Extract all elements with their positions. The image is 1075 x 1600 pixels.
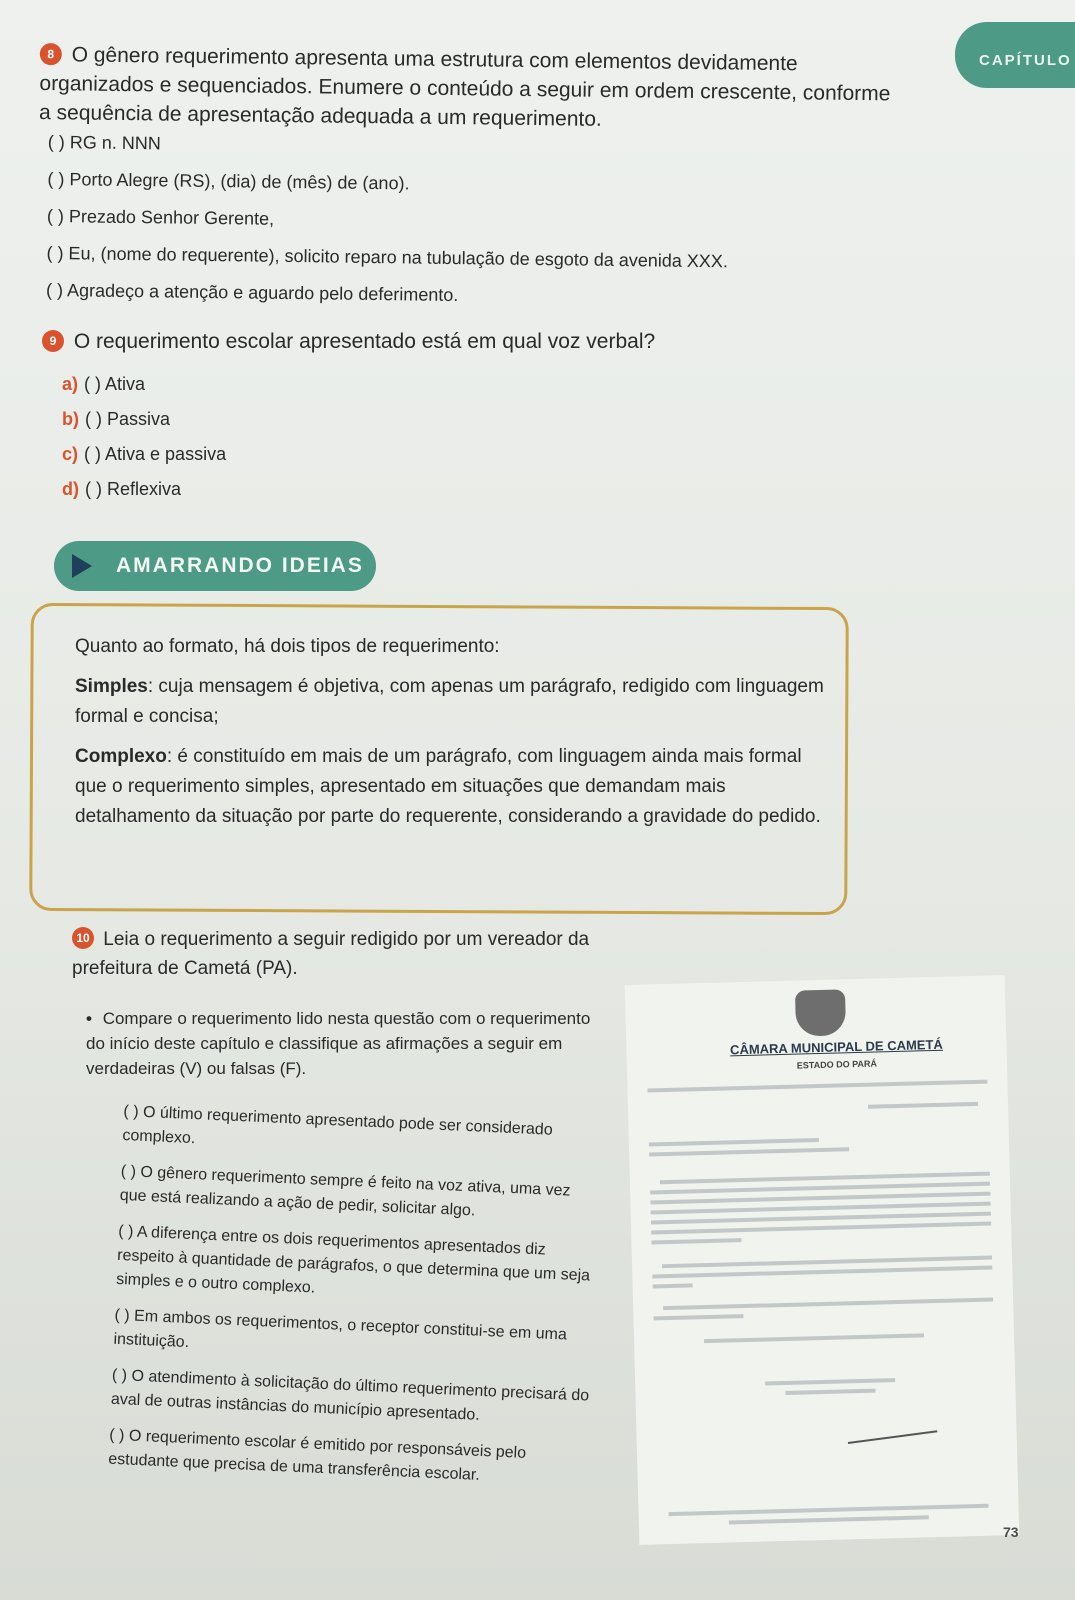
true-false-item[interactable]: ( ) O último requerimento apresentado pode ser considerado complexo.	[122, 1102, 554, 1148]
play-arrow-icon	[72, 554, 92, 578]
instruction-text: Compare o requerimento lido nesta questão com o requerimento do início deste capítulo e classifique as afirmações a seguir em verdadeiras (V) ou falsas (F).	[86, 1009, 591, 1078]
option-letter: c)	[62, 444, 79, 464]
requerimento-document-image	[625, 975, 1020, 1545]
question-10-text: Leia o requerimento a seguir redigido por um vereador da prefeitura de Cametá (PA).	[72, 929, 590, 979]
document-title: CÂMARA MUNICIPAL DE CAMETÁ	[729, 1036, 943, 1058]
enumerate-item[interactable]: ( ) Agradeço a atenção e aguardo pelo deferimento.	[45, 279, 459, 306]
bullet-icon: •	[86, 1009, 92, 1028]
amarrando-ideias-banner	[54, 541, 376, 591]
question-10-items	[107, 1100, 603, 1505]
term-simples: Simples	[75, 676, 148, 697]
option-label: ( ) Reflexiva	[85, 479, 182, 499]
option-b[interactable]	[62, 409, 226, 444]
true-false-item[interactable]: ( ) A diferença entre os dois requerimentos apresentados diz respeito à quantidade de parágrafos, o que determina que um seja simples e o outro complexo.	[115, 1222, 591, 1297]
coat-of-arms-icon	[795, 989, 846, 1036]
term-complexo: Complexo	[75, 746, 167, 767]
question-9	[42, 330, 655, 354]
concept-box-text	[75, 632, 835, 842]
signature	[846, 1412, 938, 1444]
true-false-item[interactable]: ( ) O requerimento escolar é emitido por responsáveis pelo estudante que precisa de uma transferência escolar.	[107, 1426, 527, 1484]
option-d[interactable]	[62, 479, 226, 514]
banner-label: AMARRANDO IDEIAS	[116, 554, 364, 577]
question-9-options	[62, 374, 226, 514]
option-c[interactable]	[62, 444, 226, 479]
question-8-items	[46, 132, 730, 325]
option-letter: d)	[62, 479, 79, 499]
true-false-item[interactable]: ( ) O gênero requerimento sempre é feito na voz ativa, uma vez que está realizando a ação de pedir, solicitar algo.	[119, 1162, 571, 1220]
enumerate-item[interactable]: ( ) Porto Alegre (RS), (dia) de (mês) de (ano).	[47, 168, 410, 194]
true-false-item[interactable]: ( ) O atendimento à solicitação do último requerimento precisará do aval de outras instâncias do município apresentado.	[110, 1366, 590, 1424]
question-8-text: O gênero requerimento apresenta uma estrutura com elementos devidamente organizados e sequenciados. Enumere o conteúdo a seguir em ordem crescente, conforme a sequência de apresentação adequada a um requerimento.	[38, 43, 891, 131]
document-subtitle: ESTADO DO PARÁ	[796, 1058, 878, 1071]
question-8	[39, 40, 900, 138]
true-false-item[interactable]: ( ) Em ambos os requerimentos, o receptor constitui-se em uma instituição.	[113, 1306, 568, 1352]
question-10-instruction	[86, 1006, 606, 1081]
option-letter: b)	[62, 409, 79, 429]
concept-simples	[75, 672, 835, 732]
enumerate-item[interactable]: ( ) Eu, (nome do requerente), solicito reparo na tubulação de esgoto da avenida XXX.	[46, 242, 729, 272]
question-9-text: O requerimento escolar apresentado está em qual voz verbal?	[73, 330, 656, 353]
concept-intro: Quanto ao formato, há dois tipos de requerimento:	[75, 636, 500, 657]
enumerate-item[interactable]: ( ) RG n. NNN	[47, 132, 162, 154]
question-number-badge: 8	[40, 43, 62, 65]
option-label: ( ) Passiva	[85, 409, 171, 429]
chapter-tab: CAPÍTULO	[955, 22, 1075, 88]
option-letter: a)	[62, 374, 79, 394]
enumerate-item[interactable]: ( ) Prezado Senhor Gerente,	[46, 205, 275, 229]
question-number-badge: 10	[72, 927, 94, 949]
question-number-badge: 9	[42, 330, 64, 352]
definition-simples: : cuja mensagem é objetiva, com apenas um parágrafo, redigido com linguagem formal e concisa;	[75, 676, 824, 727]
option-label: ( ) Ativa	[84, 374, 146, 394]
option-label: ( ) Ativa e passiva	[84, 444, 227, 464]
definition-complexo: : é constituído em mais de um parágrafo, com linguagem ainda mais formal que o requerimento simples, apresentado em situações que demandam mais detalhamento da situação por parte do requerente, considerando a gravidade do pedido.	[75, 746, 821, 827]
concept-complexo	[75, 742, 835, 832]
question-10	[72, 925, 612, 983]
page-number: 73	[1003, 1524, 1019, 1540]
option-a[interactable]	[62, 374, 226, 409]
